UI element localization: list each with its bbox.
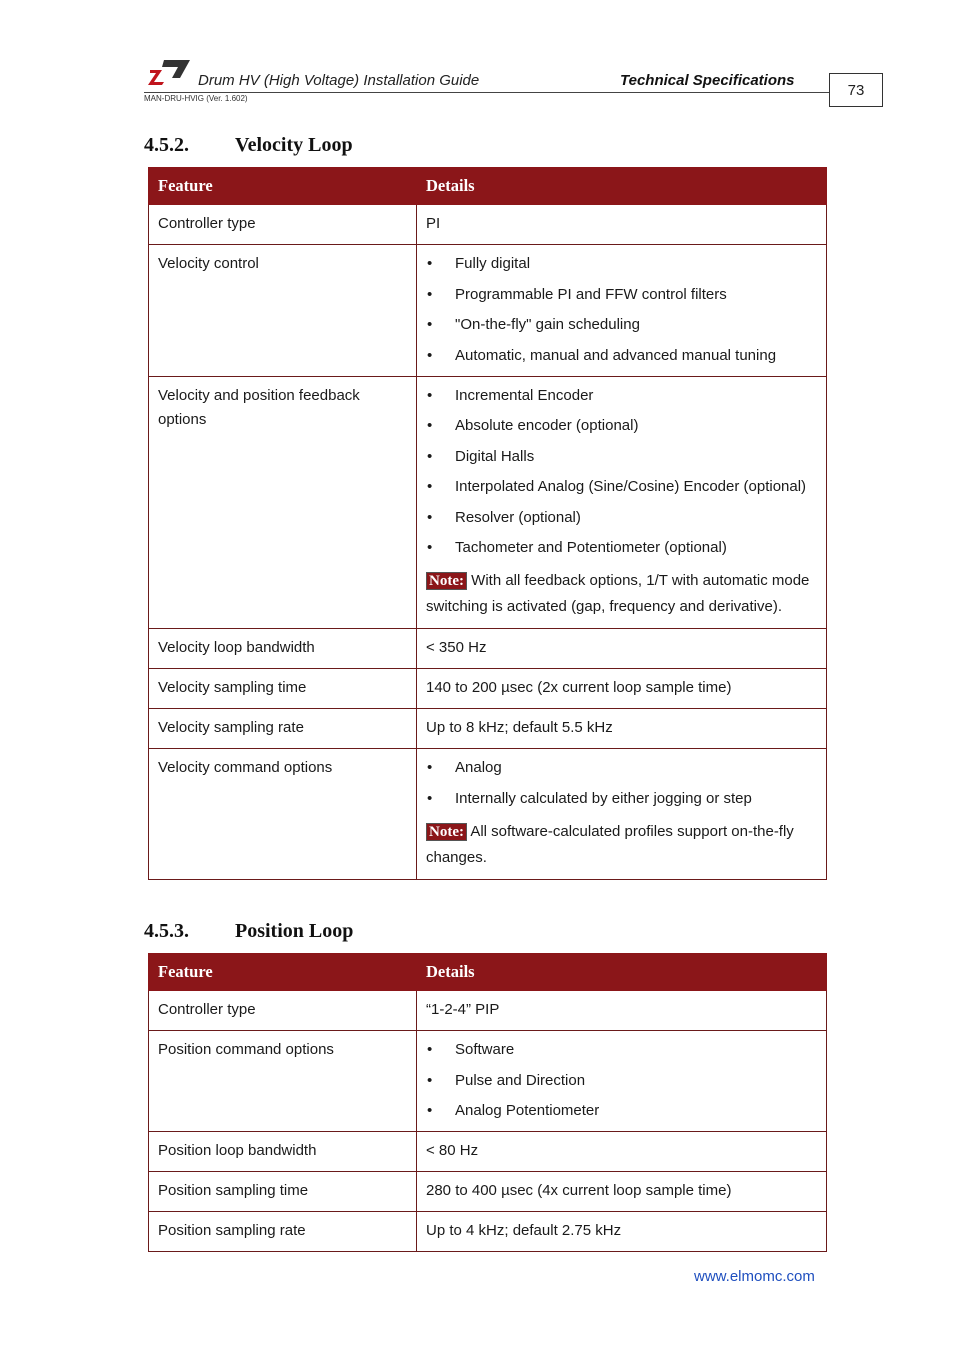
- velocity-loop-table: [148, 167, 827, 880]
- note: [426, 819, 818, 871]
- feature-cell: Position command options: [149, 1031, 417, 1132]
- note: [426, 568, 818, 620]
- doc-title: Drum HV (High Voltage) Installation Guide: [198, 72, 480, 89]
- feature-cell: Velocity control: [149, 245, 417, 377]
- feature-cell: Velocity loop bandwidth: [149, 629, 417, 669]
- list-item: • Analog: [426, 756, 818, 780]
- col-header-details: Details: [417, 168, 827, 205]
- feature-cell: Controller type: [149, 991, 417, 1031]
- list-item: • Internally calculated by either jogging or step: [426, 787, 818, 811]
- list-item: • Digital Halls: [426, 445, 818, 469]
- table-row: [149, 1212, 827, 1252]
- table-row: [149, 991, 827, 1031]
- col-header-details: Details: [417, 954, 827, 991]
- table-row: [149, 1172, 827, 1212]
- details-cell: [417, 376, 827, 629]
- list-item: • Analog Potentiometer: [426, 1099, 818, 1123]
- details-cell: PI: [417, 205, 827, 245]
- section-title: Position Loop: [235, 920, 354, 942]
- velocity-loop-heading: [144, 134, 353, 157]
- list-item: • Pulse and Direction: [426, 1069, 818, 1093]
- note-label: Note:: [426, 823, 467, 841]
- list-item: • Tachometer and Potentiometer (optional): [426, 536, 818, 560]
- website-link[interactable]: www.elmomc.com: [694, 1268, 815, 1285]
- bullet-list: [426, 1038, 818, 1123]
- section-number: 4.5.3.: [144, 920, 189, 942]
- details-cell: 280 to 400 µsec (4x current loop sample time): [417, 1172, 827, 1212]
- feature-cell: Position sampling rate: [149, 1212, 417, 1252]
- feature-cell: Velocity command options: [149, 749, 417, 880]
- list-item: • Automatic, manual and advanced manual tuning: [426, 344, 818, 368]
- note-text: With all feedback options, 1/T with automatic mode switching is activated (gap, frequency and derivative).: [426, 572, 810, 615]
- section-title: Velocity Loop: [235, 134, 353, 156]
- header-section-title: Technical Specifications: [620, 72, 795, 89]
- note-label: Note:: [426, 572, 467, 590]
- list-item: • Interpolated Analog (Sine/Cosine) Encoder (optional): [426, 475, 818, 499]
- table-header-row: [149, 168, 827, 205]
- list-item: • "On-the-fly" gain scheduling: [426, 313, 818, 337]
- table-header-row: [149, 954, 827, 991]
- bullet-list: [426, 756, 818, 811]
- feature-cell: Position loop bandwidth: [149, 1132, 417, 1172]
- bullet-list: [426, 252, 818, 368]
- feature-cell: Velocity sampling rate: [149, 709, 417, 749]
- feature-cell: Position sampling time: [149, 1172, 417, 1212]
- page-number: 73: [829, 73, 883, 107]
- list-item: • Absolute encoder (optional): [426, 414, 818, 438]
- header-rule: [144, 92, 830, 93]
- list-item: • Programmable PI and FFW control filters: [426, 283, 818, 307]
- details-cell: “1-2-4” PIP: [417, 991, 827, 1031]
- details-cell: < 80 Hz: [417, 1132, 827, 1172]
- table-row: [149, 669, 827, 709]
- table-row: [149, 1031, 827, 1132]
- table-row: [149, 629, 827, 669]
- details-cell: < 350 Hz: [417, 629, 827, 669]
- col-header-feature: Feature: [149, 954, 417, 991]
- section-number: 4.5.2.: [144, 134, 189, 156]
- feature-cell: Controller type: [149, 205, 417, 245]
- details-cell: Up to 4 kHz; default 2.75 kHz: [417, 1212, 827, 1252]
- table-row: [149, 205, 827, 245]
- table-row: [149, 245, 827, 377]
- doc-id: MAN-DRU-HVIG (Ver. 1.602): [144, 94, 248, 103]
- bullet-list: [426, 384, 818, 561]
- table-row: [149, 1132, 827, 1172]
- table-row: [149, 709, 827, 749]
- note-text: All software-calculated profiles support on-the-fly changes.: [426, 822, 794, 866]
- details-cell: [417, 1031, 827, 1132]
- list-item: • Software: [426, 1038, 818, 1062]
- table-row: [149, 376, 827, 629]
- list-item: • Incremental Encoder: [426, 384, 818, 408]
- col-header-feature: Feature: [149, 168, 417, 205]
- list-item: • Resolver (optional): [426, 506, 818, 530]
- list-item: • Fully digital: [426, 252, 818, 276]
- table-row: [149, 749, 827, 880]
- feature-cell: Velocity and position feedback options: [149, 376, 417, 629]
- elmo-logo: [148, 58, 190, 86]
- details-cell: [417, 245, 827, 377]
- details-cell: Up to 8 kHz; default 5.5 kHz: [417, 709, 827, 749]
- position-loop-table: [148, 953, 827, 1252]
- details-cell: 140 to 200 µsec (2x current loop sample time): [417, 669, 827, 709]
- details-cell: [417, 749, 827, 880]
- position-loop-heading: [144, 920, 353, 943]
- feature-cell: Velocity sampling time: [149, 669, 417, 709]
